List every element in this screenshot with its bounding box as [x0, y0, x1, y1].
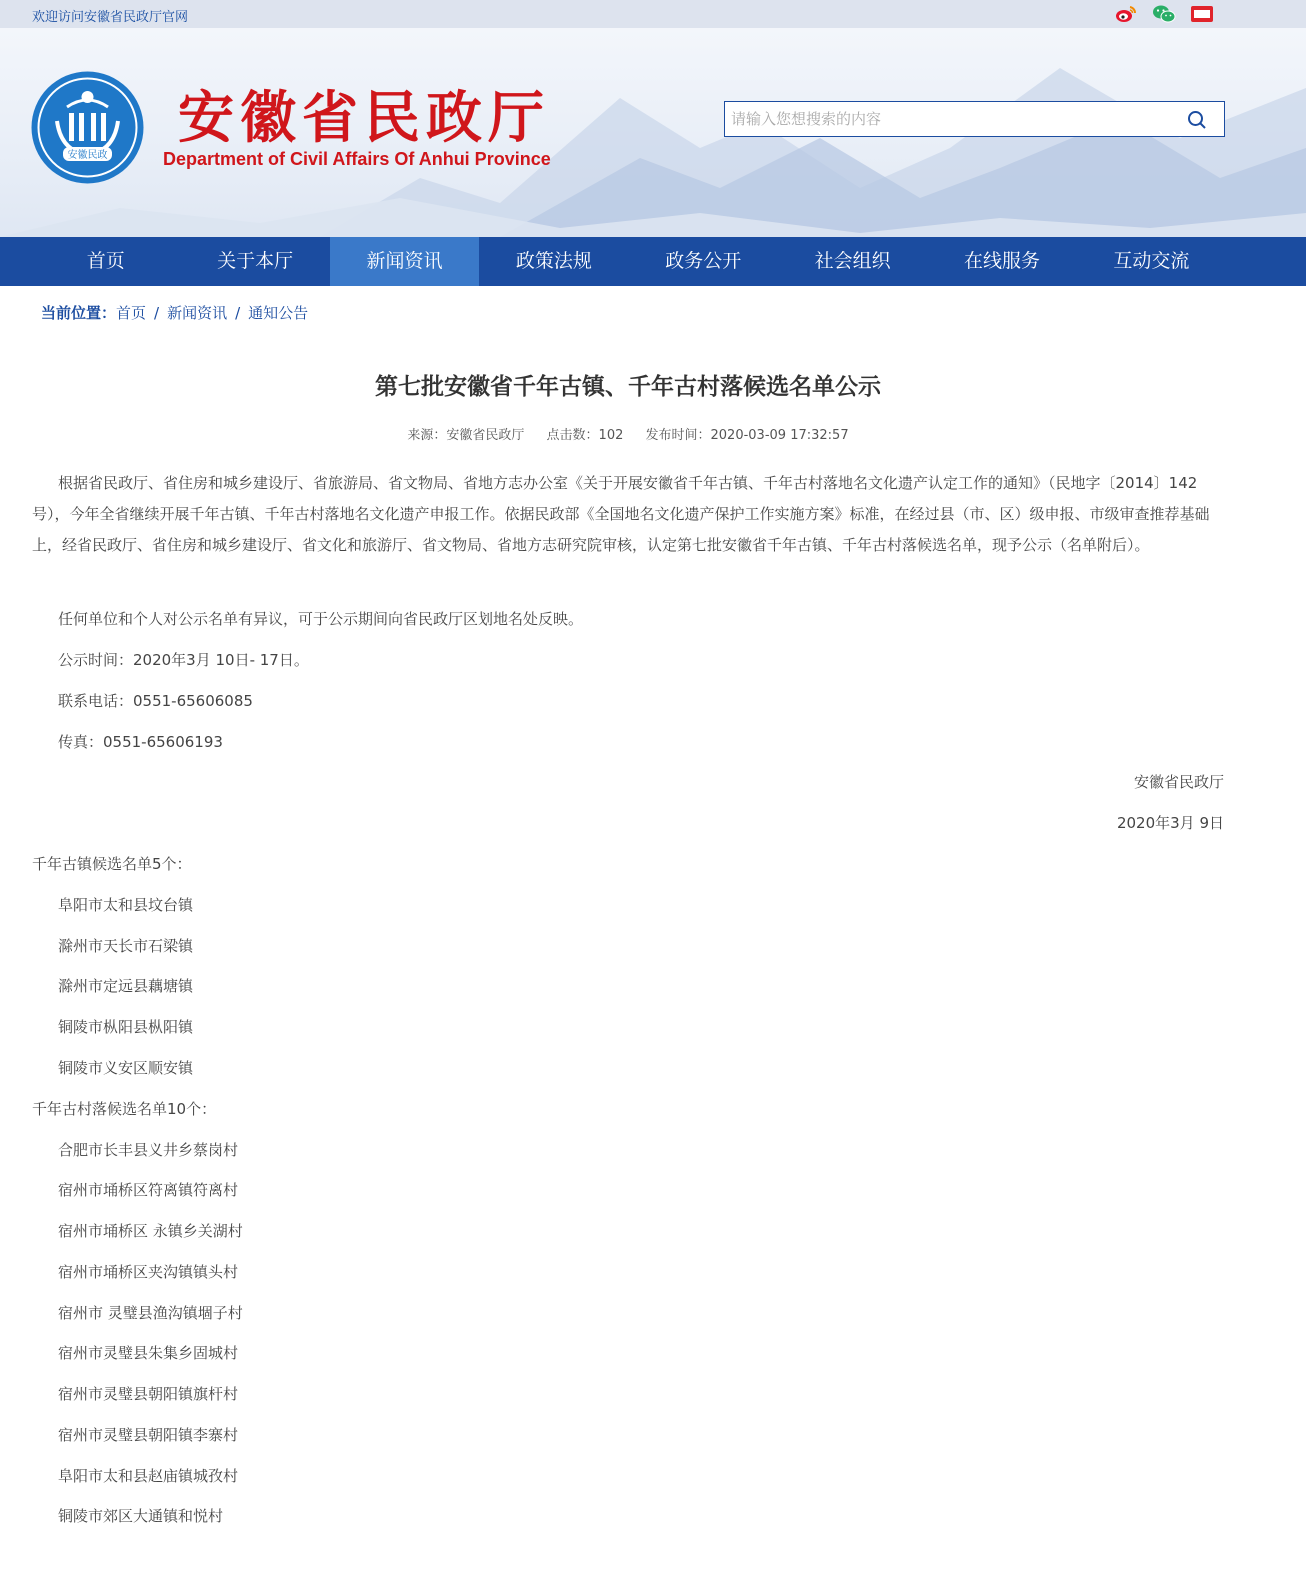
- search-box: [724, 101, 1225, 137]
- search-icon: [1187, 110, 1207, 130]
- search-button[interactable]: [1186, 109, 1208, 131]
- signature: 安徽省民政厅: [1133, 773, 1224, 791]
- list-item: 宿州市埇桥区符离镇符离村: [58, 1181, 239, 1199]
- breadcrumb-separator: /: [235, 304, 241, 322]
- article-published: 发布时间：2020-03-09 17:32:57: [645, 428, 849, 443]
- article-source: 来源：安徽省民政厅: [407, 428, 525, 443]
- logo-text: 安徽民政: [67, 150, 108, 161]
- list-item: 宿州市埇桥区 永镇乡关湖村: [58, 1222, 243, 1240]
- breadcrumb-separator: /: [154, 304, 160, 322]
- contact-fax: 传真：0551-65606193: [58, 733, 223, 751]
- list-item: 宿州市埇桥区夹沟镇镇头村: [58, 1263, 239, 1281]
- signature-date: 2020年3月 9日: [1116, 814, 1224, 832]
- towns-heading: 千年古镇候选名单5个：: [32, 855, 192, 873]
- weibo-icon[interactable]: [1114, 4, 1138, 24]
- list-item: 宿州市灵璧县朝阳镇李寨村: [58, 1426, 239, 1444]
- site-title: 安徽省民政厅: [178, 85, 550, 151]
- notice-period: 公示时间：2020年3月 10日- 17日。: [58, 651, 309, 669]
- contact-phone: 联系电话：0551-65606085: [58, 692, 253, 710]
- nav-item-policy[interactable]: 政策法规: [515, 250, 592, 272]
- nav-item-home[interactable]: 首页: [86, 250, 125, 272]
- welcome-text: 欢迎访问安徽省民政厅官网: [32, 10, 189, 25]
- nav-item-social-organizations[interactable]: 社会组织: [814, 250, 891, 272]
- main-nav: [0, 237, 1306, 286]
- toutiao-icon[interactable]: [1190, 4, 1214, 24]
- top-bar: [0, 0, 1306, 28]
- search-input[interactable]: [731, 106, 1171, 132]
- breadcrumb-label: 当前位置：: [41, 304, 117, 322]
- article-clicks: 点击数：102: [546, 428, 624, 443]
- list-item: 铜陵市枞阳县枞阳镇: [58, 1018, 194, 1036]
- list-item: 铜陵市义安区顺安镇: [58, 1059, 194, 1077]
- breadcrumb-news[interactable]: 新闻资讯: [167, 304, 228, 322]
- article-meta: [0, 424, 1256, 443]
- list-item: 阜阳市太和县赵庙镇城孜村: [58, 1467, 239, 1485]
- breadcrumb: [41, 302, 308, 323]
- article-body: [32, 468, 1224, 561]
- list-item: 宿州市灵璧县朝阳镇旗杆村: [58, 1385, 239, 1403]
- nav-item-about[interactable]: 关于本厅: [217, 250, 294, 272]
- article-title: 第七批安徽省千年古镇、千年古村落候选名单公示: [375, 374, 881, 400]
- breadcrumb-notices[interactable]: 通知公告: [248, 304, 309, 322]
- site-logo[interactable]: [31, 71, 144, 184]
- wechat-icon[interactable]: [1152, 4, 1176, 24]
- nav-item-interaction[interactable]: 互动交流: [1113, 250, 1190, 272]
- list-item: 滁州市定远县藕塘镇: [58, 977, 194, 995]
- list-item: 阜阳市太和县坟台镇: [58, 896, 194, 914]
- nav-item-government-affairs[interactable]: 政务公开: [665, 250, 742, 272]
- list-item: 宿州市灵璧县朱集乡固城村: [58, 1344, 239, 1362]
- breadcrumb-home[interactable]: 首页: [116, 304, 147, 322]
- villages-heading: 千年古村落候选名单10个：: [32, 1100, 217, 1118]
- list-item: 滁州市天长市石梁镇: [58, 937, 194, 955]
- nav-item-news[interactable]: 新闻资讯: [330, 237, 479, 286]
- list-item: 铜陵市郊区大通镇和悦村: [58, 1507, 224, 1525]
- list-item: 合肥市长丰县义井乡蔡岗村: [58, 1141, 239, 1159]
- site-subtitle: Department of Civil Affairs Of Anhui Province: [163, 149, 551, 169]
- list-item: 宿州市 灵璧县渔沟镇堌子村: [58, 1304, 243, 1322]
- paragraph-intro: 根据省民政厅、省住房和城乡建设厅、省旅游局、省文物局、省地方志办公室《关于开展安徽省千年古镇、千年古村落地名文化遗产认定工作的通知》（民地字〔2014〕142号），今年全省继续开展千年古镇、千年古村落地名文化遗产申报工作。依据民政部《全国地名文化遗产保护工作实施方案》标准，在经过县（市、区）级申报、市级审查推荐基础上，经省民政厅、省住房和城乡建设厅、省文化和旅游厅、省文物局、省地方志研究院审核，认定第七批安徽省千年古镇、千年古村落候选名单，现予公示（名单附后）。: [32, 474, 1210, 554]
- paragraph-objection: 任何单位和个人对公示名单有异议，可于公示期间向省民政厅区划地名处反映。: [58, 610, 584, 628]
- site-header: [0, 28, 1306, 237]
- nav-item-online-services[interactable]: 在线服务: [964, 250, 1041, 272]
